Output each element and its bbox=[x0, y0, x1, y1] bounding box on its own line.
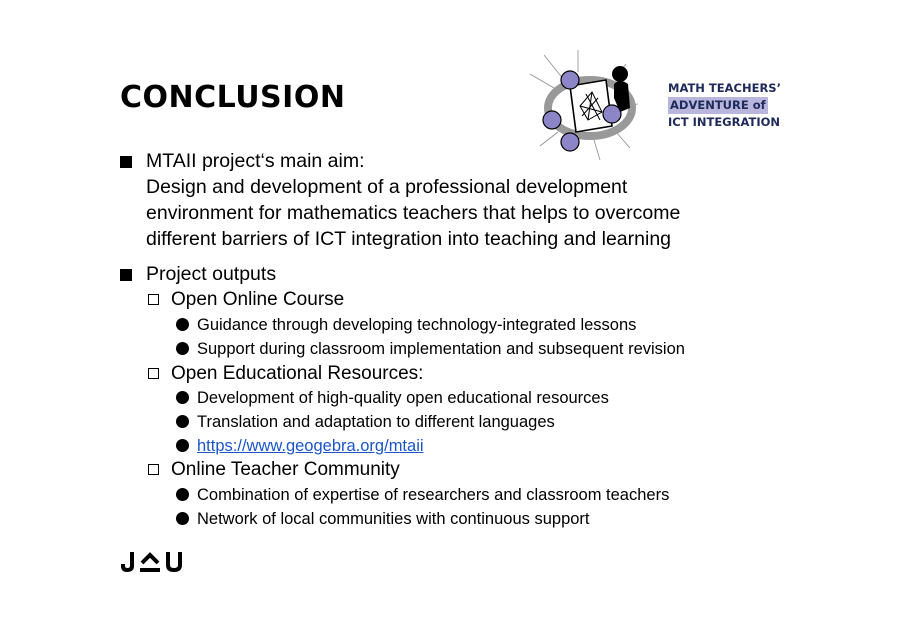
geogebra-link[interactable]: https://www.geogebra.org/mtaii bbox=[197, 437, 424, 455]
dot-bullet-icon bbox=[176, 439, 189, 452]
logo-line-2: ADVENTURE of bbox=[670, 98, 766, 112]
output-label: Open Online Course bbox=[171, 289, 345, 310]
logo-wordmark bbox=[668, 80, 788, 131]
hollow-square-bullet-icon bbox=[148, 464, 159, 475]
outputs-heading-row bbox=[120, 261, 276, 287]
output-item-community bbox=[148, 458, 400, 482]
dot-bullet-icon bbox=[176, 318, 189, 331]
bullet-text: Network of local communities with continuous support bbox=[197, 510, 590, 528]
output-item-oer bbox=[148, 362, 423, 386]
dot-bullet-icon bbox=[176, 391, 189, 404]
list-item bbox=[176, 338, 685, 360]
list-item bbox=[176, 387, 609, 409]
logo-line-3: ICT INTEGRATION bbox=[668, 115, 780, 129]
aim-heading-row bbox=[120, 148, 365, 174]
list-item bbox=[176, 314, 636, 336]
square-bullet-icon bbox=[120, 269, 132, 281]
output-label: Online Teacher Community bbox=[171, 459, 400, 480]
aim-heading: MTAII project‘s main aim: bbox=[146, 150, 365, 172]
list-item bbox=[176, 411, 555, 433]
hollow-square-bullet-icon bbox=[148, 294, 159, 305]
dot-bullet-icon bbox=[176, 512, 189, 525]
dot-bullet-icon bbox=[176, 488, 189, 501]
logo-line-1: MATH TEACHERS’ bbox=[668, 81, 781, 95]
bullet-text: Support during classroom implementation and subsequent revision bbox=[197, 340, 685, 358]
bullet-text: Guidance through developing technology-integrated lessons bbox=[197, 316, 637, 334]
square-bullet-icon bbox=[120, 156, 132, 168]
jku-logo-icon bbox=[120, 551, 184, 573]
outputs-heading: Project outputs bbox=[146, 263, 277, 285]
aim-line-3: different barriers of ICT integration into teaching and learning bbox=[146, 228, 672, 250]
aim-line-2: environment for mathematics teachers that helps to overcome bbox=[146, 202, 681, 224]
dot-bullet-icon bbox=[176, 415, 189, 428]
output-label: Open Educational Resources: bbox=[171, 363, 424, 384]
list-item bbox=[176, 484, 669, 506]
page-title: CONCLUSION bbox=[120, 80, 346, 115]
list-item bbox=[176, 508, 590, 530]
output-item-online-course bbox=[148, 288, 344, 312]
bullet-text: Combination of expertise of researchers and classroom teachers bbox=[197, 486, 670, 504]
list-item bbox=[176, 435, 424, 457]
mtaii-logo-icon bbox=[530, 50, 650, 160]
aim-line-1: Design and development of a professional development bbox=[146, 176, 628, 198]
bullet-text: Translation and adaptation to different languages bbox=[197, 413, 555, 431]
hollow-square-bullet-icon bbox=[148, 368, 159, 379]
bullet-text: Development of high-quality open educational resources bbox=[197, 389, 609, 407]
dot-bullet-icon bbox=[176, 342, 189, 355]
